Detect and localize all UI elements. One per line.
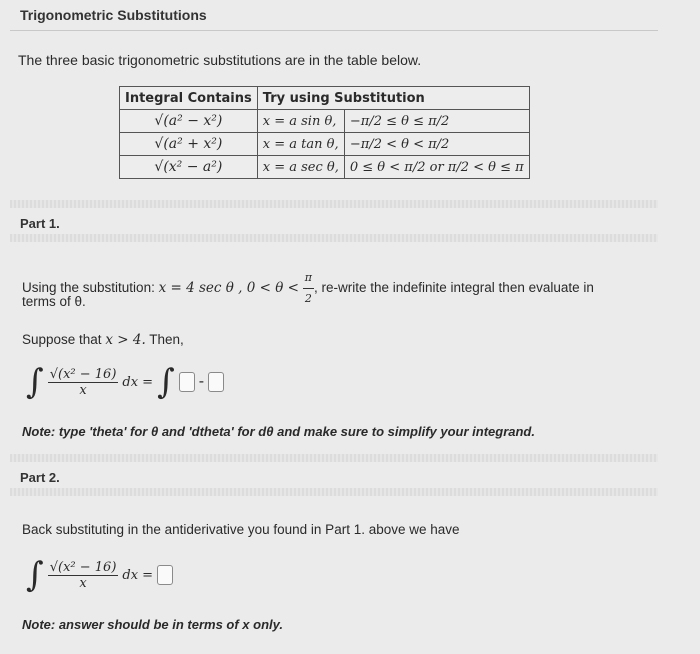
section-divider	[10, 454, 658, 462]
integral-symbol: ∫	[26, 362, 44, 402]
part1-integral-equation: ∫ $\frac{\text{√(x² − 16)}}{x}$ dx = ∫ -	[26, 362, 224, 402]
part1-suppose: Suppose that x > 4. Then,	[22, 332, 184, 348]
part1-note: Note: type 'theta' for θ and 'dtheta' for dθ and make sure to simplify your integrand.	[22, 424, 535, 439]
part1-instruction-cont: terms of θ.	[22, 294, 86, 309]
section-divider	[10, 488, 658, 496]
table-cell-contains: √(a² − x²)	[120, 110, 258, 133]
part1-label: Part 1.	[20, 216, 60, 231]
table-header: Try using Substitution	[257, 87, 529, 110]
differential-answer-input[interactable]	[208, 372, 224, 392]
table-header: Integral Contains	[120, 87, 258, 110]
section-divider	[10, 234, 658, 242]
section-divider	[10, 200, 658, 208]
part2-label: Part 2.	[20, 470, 60, 485]
integral-symbol: ∫	[157, 362, 175, 402]
table-cell-range: 0 ≤ θ < π/2 or π/2 < θ ≤ π	[344, 156, 529, 179]
title-divider	[10, 30, 658, 31]
table-cell-range: −π/2 < θ < π/2	[344, 133, 529, 156]
page-title: Trigonometric Substitutions	[20, 7, 207, 23]
integrand-fraction: $\frac{\text{√(x² − 16)}}{x}$	[49, 559, 117, 591]
table-cell-range: −π/2 ≤ θ ≤ π/2	[344, 110, 529, 133]
table-cell-substitution: x = a sec θ,	[257, 156, 344, 179]
integral-symbol: ∫	[26, 555, 44, 595]
table-cell-contains: √(a² + x²)	[120, 133, 258, 156]
substitution-expression: x = 4 sec θ , 0 < θ <	[158, 280, 299, 297]
antiderivative-answer-input[interactable]	[157, 565, 173, 585]
part2-integral-equation: ∫ $\frac{\text{√(x² − 16)}}{x}$ dx =	[26, 555, 173, 595]
table-cell-substitution: x = a tan θ,	[257, 133, 344, 156]
part2-instruction: Back substituting in the antiderivative you found in Part 1. above we have	[22, 522, 460, 537]
table-cell-contains: √(x² − a²)	[120, 156, 258, 179]
table-cell-substitution: x = a sin θ,	[257, 110, 344, 133]
table-row	[120, 156, 530, 179]
intro-text: The three basic trigonometric substitutions are in the table below.	[18, 52, 422, 68]
integrand-fraction: $\frac{\text{√(x² − 16)}}{x}$	[49, 366, 117, 398]
substitution-table	[119, 86, 530, 179]
table-header-row	[120, 87, 530, 110]
part2-note: Note: answer should be in terms of x only.	[22, 617, 284, 632]
part1-instruction: Using the substitution: x = 4 sec θ , 0 < θ < $\frac{\pi}{2}$ , re-write the indefinite integral then evaluate in	[22, 268, 594, 309]
table-row	[120, 110, 530, 133]
table-row	[120, 133, 530, 156]
integrand-answer-input[interactable]	[179, 372, 195, 392]
